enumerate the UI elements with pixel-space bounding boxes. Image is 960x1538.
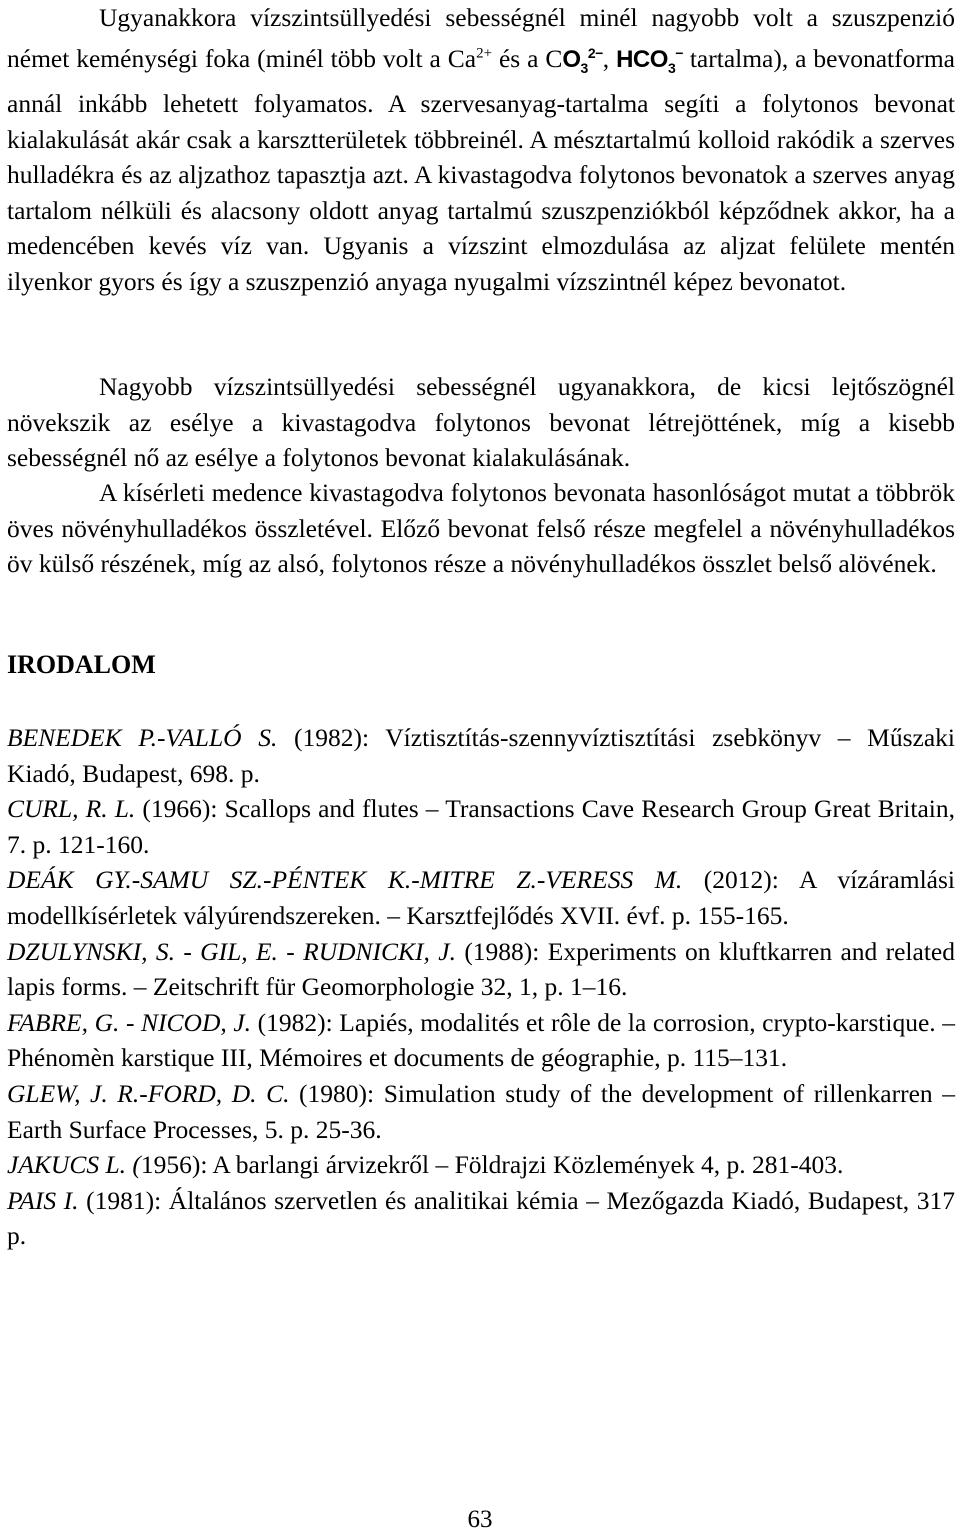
reference-item bbox=[7, 1183, 955, 1254]
reference-author: GLEW, J. R.-FORD, D. C. bbox=[7, 1078, 290, 1108]
reference-list bbox=[7, 720, 955, 1254]
bicarbonate-sub: 3 bbox=[667, 59, 676, 76]
reference-text: (1966): Scallops and flutes – Transactions Cave Research Group Great Britain, 7. p. 121-160. bbox=[7, 794, 955, 859]
paragraph-3-text: A kísérleti medence kivastagodva folytonos bevonata hasonlóságot mutat a többrök öves növényhulladékos összletével. Előző bevonat felső része megfelel a növényhulladékos öv külső részének, míg az alsó, folytonos része a növényhulladékos összlet belső alövének. bbox=[7, 478, 955, 579]
paragraph-3 bbox=[7, 475, 955, 582]
reference-item bbox=[7, 720, 955, 791]
reference-text: (1982): Víztisztítás-szennyvíztisztítási zsebkönyv – Műszaki Kiadó, Budapest, 698. p. bbox=[7, 723, 955, 788]
reference-text: (1980): Simulation study of the development of rillenkarren – Earth Surface Processes, 5. p. 25-36. bbox=[7, 1078, 956, 1144]
paragraph-1 bbox=[7, 0, 955, 300]
paragraph-1-text-d: tartalma), a bevonatforma annál inkább lehetett folyamatos. A szervesanyag-tartalma segíti a folytonos bevonat kialakulását akár csak a karsztterületek többreinél. A mésztartalmú kolloid rakódik a szerves hulladékra és az aljzathoz tapasztja azt. A kivastagodva folytonos bevonatok a szerves anyag tartalom nélküli és alacsony oldott anyag tartalmú szuszpenziókból képződnek akkor, ha a medencében kevés víz van. Ugyanis a vízszint elmozdulása az aljzat felülete mentén ilyenkor gyors és így a szuszpenzió anyaga nyugalmi vízszintnél képez bevonatot. bbox=[7, 43, 956, 296]
reference-text: (1981): Általános szervetlen és analitikai kémia – Mezőgazda Kiadó, Budapest, 317 p. bbox=[7, 1185, 955, 1251]
reference-author: JAKUCS L. ( bbox=[7, 1150, 141, 1180]
paragraph-2 bbox=[7, 369, 955, 476]
carbonate-o: O bbox=[562, 45, 581, 73]
paragraph-1-text-b: és a C bbox=[492, 43, 563, 73]
section-heading: IRODALOM bbox=[7, 650, 156, 679]
paragraph-2-text: Nagyobb vízszintsüllyedési sebességnél ugyanakkora, de kicsi lejtőszögnél növekszik az esélye a kivastagodva folytonos bevonat létrejöttének, míg a kisebb sebességnél nő az esélye a folytonos bevonat kialakulásának. bbox=[7, 372, 955, 473]
reference-item bbox=[7, 934, 955, 1005]
reference-item bbox=[7, 1005, 955, 1076]
bicarbonate-formula bbox=[616, 44, 683, 76]
paragraph-1-text-a: Ugyanakkora vízszintsüllyedési sebességnél minél nagyobb volt a szuszpenzió német keménységi foka (minél több volt a Ca bbox=[7, 3, 955, 73]
bicarbonate-main: HCO bbox=[616, 45, 668, 73]
carbonate-formula bbox=[562, 44, 603, 76]
reference-author: DEÁK GY.-SAMU SZ.-PÉNTEK K.-MITRE Z.-VERESS M. bbox=[7, 865, 683, 895]
reference-text: (1982): Lapiés, modalités et rôle de la corrosion, crypto-karstique. – Phénomèn karstique III, Mémoires et documents de géographie, p. 115–131. bbox=[7, 1007, 955, 1073]
reference-item bbox=[7, 862, 955, 933]
reference-text: (1988): Experiments on kluftkarren and related lapis forms. – Zeitschrift für Geomorphologie 32, 1, p. 1–16. bbox=[7, 936, 955, 1002]
reference-author: PAIS I. bbox=[7, 1185, 79, 1215]
reference-author: FABRE, G. - NICOD, J. bbox=[7, 1007, 252, 1037]
reference-author: CURL, R. L. bbox=[7, 794, 136, 824]
reference-author: DZULYNSKI, S. - GIL, E. - RUDNICKI, J. bbox=[7, 936, 456, 966]
reference-text: 1956): A barlangi árvizekről – Földrajzi Közlemények 4, p. 281-403. bbox=[140, 1150, 844, 1180]
reference-author: BENEDEK P.-VALLÓ S. bbox=[7, 723, 278, 752]
paragraph-1-text-c: , bbox=[602, 43, 617, 73]
reference-item bbox=[7, 1076, 955, 1147]
bicarbonate-sup: − bbox=[675, 44, 683, 61]
reference-item bbox=[7, 1147, 955, 1183]
carbonate-sub: 3 bbox=[580, 59, 588, 76]
reference-item bbox=[7, 791, 955, 862]
reference-text: (2012): A vízáramlási modellkísérletek vályúrendszereken. – Karsztfejlődés XVII. évf. p. 155-165. bbox=[7, 865, 955, 930]
page-number: 63 bbox=[467, 1506, 493, 1533]
calcium-charge: 2+ bbox=[476, 45, 493, 62]
carbonate-sup: 2− bbox=[587, 44, 603, 61]
